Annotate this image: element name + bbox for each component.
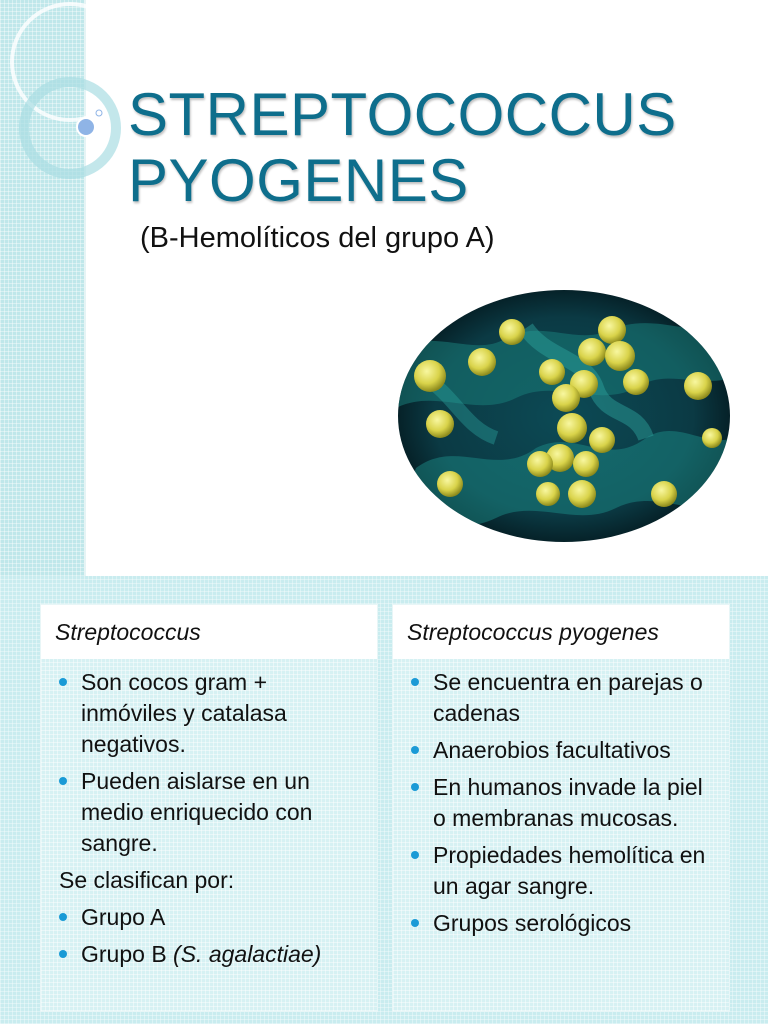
list-item: En humanos invade la piel o membranas mucosas. [407,772,717,834]
classification-label: Se clasifican por: [59,867,235,893]
slide-subtitle: (B-Hemolíticos del grupo A) [140,222,495,254]
card-body [393,659,729,939]
bacteria-micrograph-icon [396,288,732,544]
streptococcus-card [40,604,378,1012]
list-item: Son cocos gram + inmóviles y catalasa negativos. [55,667,365,760]
streptococcus-pyogenes-card [392,604,730,1012]
card-header: Streptococcus pyogenes [393,605,729,659]
title-line-2: PYOGENES [128,147,469,214]
list-item [55,939,365,970]
title-line-1: STREPTOCOCCUS [128,81,677,148]
list-item: Pueden aislarse en un medio enriquecido con sangre. [55,766,365,859]
list-item: Propiedades hemolítica en un agar sangre. [407,840,717,902]
list-item-text: Grupo B [81,941,174,967]
list-item: Grupo A [55,902,365,933]
list-item: Anaerobios facultativos [407,735,717,766]
species-name: (S. agalactiae) [173,941,322,967]
card-body [41,659,377,970]
card-header: Streptococcus [41,605,377,659]
slide-title [128,82,677,214]
list-item: Se encuentra en parejas o cadenas [407,667,717,729]
list-item: Grupos serológicos [407,908,717,939]
decorative-circles-icon [0,0,140,200]
